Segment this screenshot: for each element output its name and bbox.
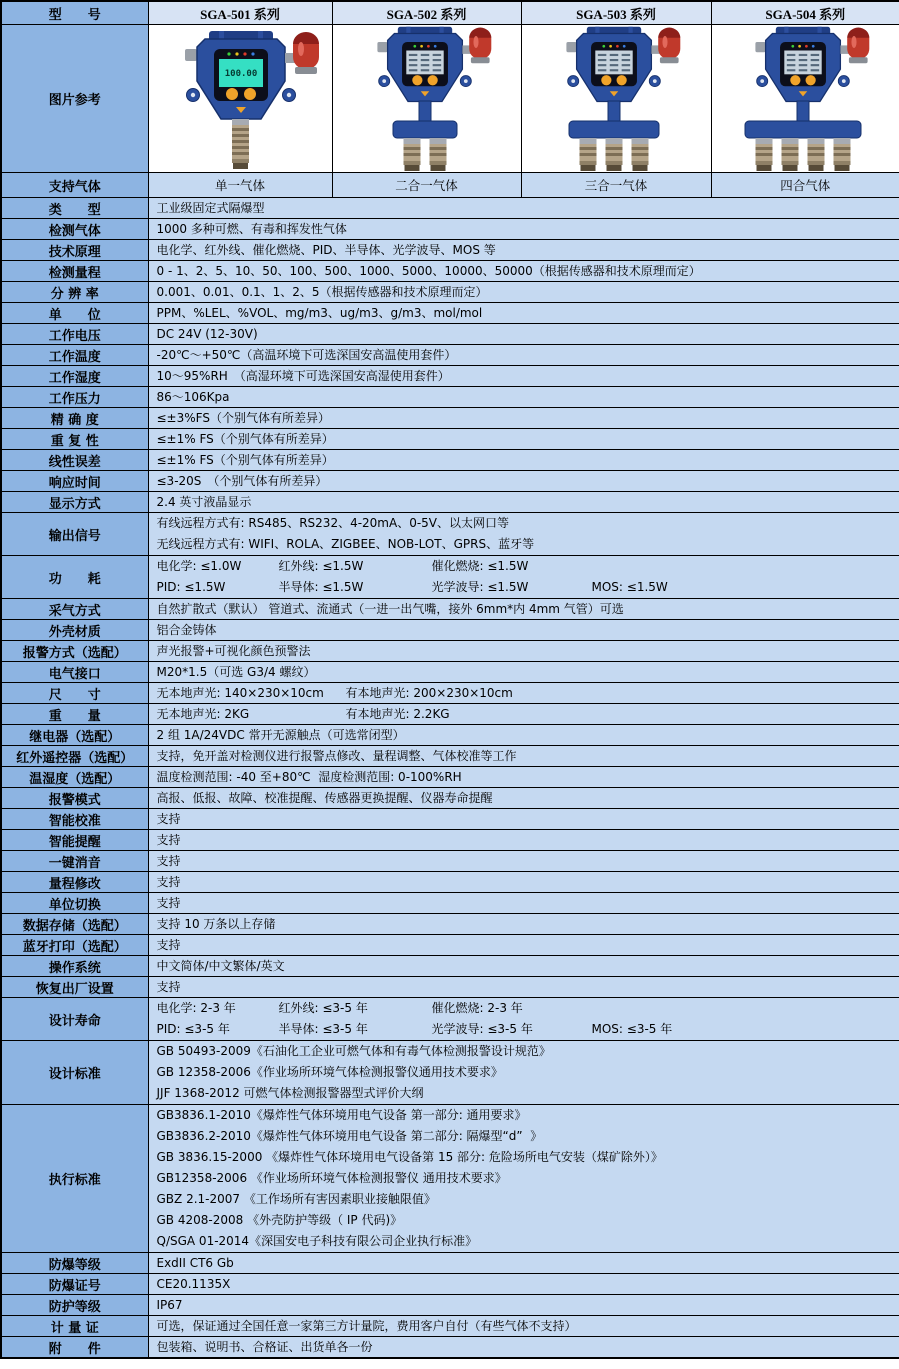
spec-value: ExdII CT6 Gb [148,1253,899,1274]
table-row [1,746,899,767]
spec-label: 红外遥控器（选配） [1,746,148,767]
table-row [1,641,899,662]
table-row [1,935,899,956]
table-row [1,282,899,303]
table-row [1,345,899,366]
spec-value: DC 24V (12-30V) [148,324,899,345]
table-row [1,1105,899,1253]
spec-value: 10～95%RH （高湿环境下可选深国安高湿使用套件） [148,366,899,387]
spec-label: 蓝牙打印（选配） [1,935,148,956]
spec-value: 0 - 1、2、5、10、50、100、500、1000、5000、10000、50000（根据传感器和技术原理而定） [148,261,899,282]
spec-label: 重 复 性 [1,429,148,450]
spec-label: 线性误差 [1,450,148,471]
table-row [1,977,899,998]
table-row [1,261,899,282]
table-row [1,767,899,788]
spec-label: 输出信号 [1,513,148,556]
gas-detector-illustration [335,25,519,172]
spec-label: 数据存储（选配） [1,914,148,935]
table-row [1,1337,899,1359]
table-row [1,851,899,872]
table-row [1,662,899,683]
table-row [1,471,899,492]
spec-label: 工作压力 [1,387,148,408]
spec-value: ≤±3%FS（个别气体有所差异） [148,408,899,429]
spec-value: 铝合金铸体 [148,620,899,641]
spec-label: 温湿度（选配） [1,767,148,788]
table-row [1,1316,899,1337]
table-row [1,599,899,620]
model-header-sga-502: SGA-502 系列 [332,1,521,25]
table-row [1,830,899,851]
spec-label: 工作湿度 [1,366,148,387]
spec-value: 支持 [148,872,899,893]
spec-label: 采气方式 [1,599,148,620]
gas-detector-illustration [524,25,708,172]
spec-value: 0.001、0.01、0.1、1、2、5（根据传感器和技术原理而定） [148,282,899,303]
spec-label: 检测气体 [1,219,148,240]
spec-value: 温度检测范围: -40 至+80℃ 湿度检测范围: 0-100%RH [148,767,899,788]
table-row [1,683,899,704]
spec-value: GB 50493-2009《石油化工企业可燃气体和有毒气体检测报警设计规范》 GB 12358-2006《作业场所环境气体检测报警仪通用技术要求》 JJF 1368-2012 可燃气体检测报警器型式评价大纲 [148,1041,899,1105]
spec-label: 工作电压 [1,324,148,345]
model-header-row [1,1,899,25]
table-row [1,788,899,809]
table-row [1,303,899,324]
spec-value: ≤3-20S （个别气体有所差异） [148,471,899,492]
spec-value: 支持 [148,977,899,998]
support-gas-sga-503: 三合一气体 [521,173,711,198]
spec-label: 操作系统 [1,956,148,977]
spec-label: 报警方式（选配） [1,641,148,662]
spec-label: 防爆证号 [1,1274,148,1295]
spec-label: 功 耗 [1,556,148,599]
spec-label: 工作温度 [1,345,148,366]
table-row [1,324,899,345]
spec-value: ≤±1% FS（个别气体有所差异） [148,429,899,450]
spec-label: 单位切换 [1,893,148,914]
table-row [1,513,899,556]
table-row [1,1274,899,1295]
support-gas-sga-502: 二合一气体 [332,173,521,198]
table-row [1,620,899,641]
spec-value: 支持 [148,935,899,956]
spec-label: 设计寿命 [1,998,148,1041]
spec-value: 无本地声光: 2KG 有本地声光: 2.2KG [148,704,899,725]
spec-value: PPM、%LEL、%VOL、mg/m3、ug/m3、g/m3、mol/mol [148,303,899,324]
spec-label: 继电器（选配） [1,725,148,746]
table-row [1,219,899,240]
spec-value: 高报、低报、故障、校准提醒、传感器更换提醒、仪器寿命提醒 [148,788,899,809]
spec-label: 外壳材质 [1,620,148,641]
support-gas-sga-501: 单一气体 [148,173,332,198]
spec-label: 防护等级 [1,1295,148,1316]
spec-label: 电气接口 [1,662,148,683]
spec-value: 无本地声光: 140×230×10cm 有本地声光: 200×230×10cm [148,683,899,704]
spec-label: 恢复出厂设置 [1,977,148,998]
spec-value: -20℃～+50℃（高温环境下可选深国安高温使用套件） [148,345,899,366]
table-row [1,1041,899,1105]
product-image-sga-503 [522,25,711,172]
table-row [1,387,899,408]
spec-value: 中文简体/中文繁体/英文 [148,956,899,977]
spec-label: 防爆等级 [1,1253,148,1274]
model-header-label: 型 号 [1,1,148,25]
spec-label: 智能校准 [1,809,148,830]
support-gas-sga-504: 四合气体 [711,173,899,198]
spec-value: GB3836.1-2010《爆炸性气体环境用电气设备 第一部分: 通用要求》 GB3836.2-2010《爆炸性气体环境用电气设备 第二部分: 隔爆型“d” 》 GB 3836.15-2000 《爆炸性气体环境用电气设备第 15 部分: 危险场所电气安装（煤矿除外）》 GB12358-2006 《作业场所环境气体检测报警仪 通用技术要求》 GBZ 2.1-2007 《工作场所有害因素职业接触限值》 GB 4208-2008 《外壳防护等级（ IP 代码)》 Q/SGA 01-2014《深国安电子科技有限公司企业执行标准》 [148,1105,899,1253]
svg-text:100.00: 100.00 [224,69,257,79]
spec-label: 量程修改 [1,872,148,893]
spec-value: 包装箱、说明书、合格证、出货单各一份 [148,1337,899,1359]
support-gas-label: 支持气体 [1,173,148,198]
model-header-sga-504: SGA-504 系列 [711,1,899,25]
table-row [1,408,899,429]
product-image-sga-502 [333,25,521,172]
table-row [1,492,899,513]
spec-label: 分 辨 率 [1,282,148,303]
spec-value: 声光报警+可视化颜色预警法 [148,641,899,662]
table-row [1,198,899,219]
spec-label: 设计标准 [1,1041,148,1105]
spec-value: 2.4 英寸液晶显示 [148,492,899,513]
gas-detector-illustration [149,25,333,172]
spec-label: 附 件 [1,1337,148,1359]
table-row [1,240,899,261]
spec-value: 支持，免开盖对检测仪进行报警点修改、量程调整、气体校准等工作 [148,746,899,767]
product-image-sga-504 [712,25,899,172]
model-header-sga-503: SGA-503 系列 [521,1,711,25]
spec-label: 一键消音 [1,851,148,872]
spec-value: 支持 [148,851,899,872]
table-row [1,914,899,935]
spec-label: 执行标准 [1,1105,148,1253]
spec-label: 智能提醒 [1,830,148,851]
spec-value: 2 组 1A/24VDC 常开无源触点（可选常闭型） [148,725,899,746]
spec-value: 自然扩散式（默认） 管道式、流通式（一进一出气嘴，接外 6mm*内 4mm 气管）可选 [148,599,899,620]
spec-value: CE20.1135X [148,1274,899,1295]
spec-value: 支持 [148,830,899,851]
table-row [1,998,899,1041]
model-header-sga-501: SGA-501 系列 [148,1,332,25]
spec-value: 工业级固定式隔爆型 [148,198,899,219]
spec-label: 尺 寸 [1,683,148,704]
spec-value: 支持 10 万条以上存储 [148,914,899,935]
table-row [1,1295,899,1316]
table-row [1,1253,899,1274]
spec-value: IP67 [148,1295,899,1316]
table-row [1,809,899,830]
table-row [1,704,899,725]
spec-label: 重 量 [1,704,148,725]
table-row [1,872,899,893]
spec-label: 精 确 度 [1,408,148,429]
spec-value: 可选，保证通过全国任意一家第三方计量院，费用客户自付（有些气体不支持） [148,1316,899,1337]
table-row [1,725,899,746]
spec-label: 计 量 证 [1,1316,148,1337]
table-row [1,893,899,914]
spec-value: M20*1.5（可选 G3/4 螺纹） [148,662,899,683]
product-image-sga-501 [149,25,332,172]
spec-label: 显示方式 [1,492,148,513]
spec-label: 类 型 [1,198,148,219]
table-row [1,556,899,599]
image-row-label: 图片参考 [1,25,148,173]
spec-value: 86～106Kpa [148,387,899,408]
image-row [1,25,899,173]
table-row [1,429,899,450]
spec-label: 响应时间 [1,471,148,492]
spec-label: 检测量程 [1,261,148,282]
table-row [1,956,899,977]
spec-value: 电化学: ≤1.0W 红外线: ≤1.5W 催化燃烧: ≤1.5W PID: ≤1.5W 半导体: ≤1.5W 光学波导: ≤1.5W MOS: ≤1.5W [148,556,899,599]
support-gas-row [1,173,899,198]
spec-value: 电化学: 2-3 年 红外线: ≤3-5 年 催化燃烧: 2-3 年 PID: ≤3-5 年 半导体: ≤3-5 年 光学波导: ≤3-5 年 MOS: ≤3-5 年 [148,998,899,1041]
spec-value: 支持 [148,893,899,914]
spec-value: 电化学、红外线、催化燃烧、PID、半导体、光学波导、MOS 等 [148,240,899,261]
spec-value: 有线远程方式有: RS485、RS232、4-20mA、0-5V、以太网口等 无线远程方式有: WIFI、ROLA、ZIGBEE、NOB-LOT、GPRS、蓝牙等 [148,513,899,556]
spec-value: 1000 多种可燃、有毒和挥发性气体 [148,219,899,240]
spec-rows [1,198,899,1359]
spec-label: 单 位 [1,303,148,324]
table-row [1,450,899,471]
gas-detector-illustration [713,25,897,172]
table-row [1,366,899,387]
spec-value: 支持 [148,809,899,830]
spec-value: ≤±1% FS（个别气体有所差异） [148,450,899,471]
spec-label: 技术原理 [1,240,148,261]
spec-label: 报警模式 [1,788,148,809]
